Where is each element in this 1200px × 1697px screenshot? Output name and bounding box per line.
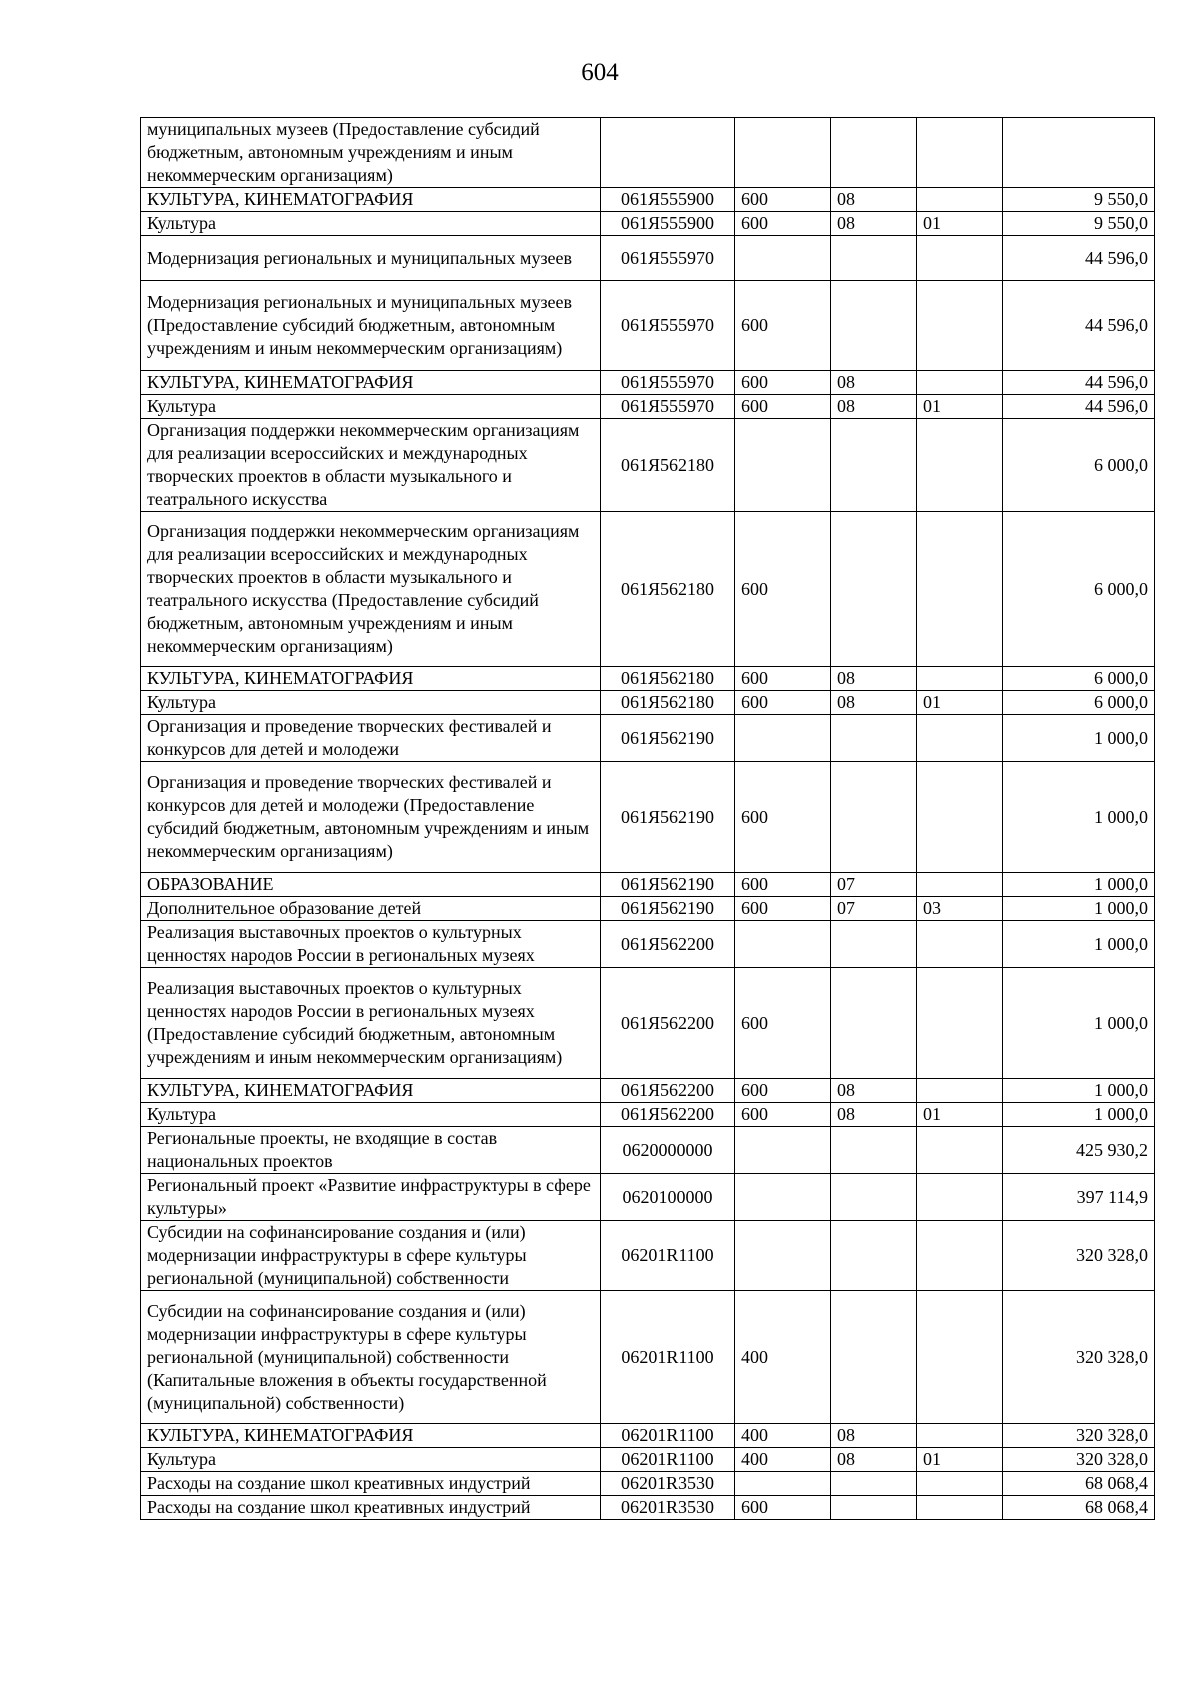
row-name-cell: КУЛЬТУРА, КИНЕМАТОГРАФИЯ bbox=[141, 371, 601, 395]
row-section-cell bbox=[831, 1174, 917, 1221]
row-name-cell: Модернизация региональных и муниципальных музеев (Предоставление субсидий бюджетным, автономным учреждениям и иным некоммерческим организациям) bbox=[141, 281, 601, 371]
row-subsection-cell: 03 bbox=[917, 897, 1003, 921]
row-amount-cell: 1 000,0 bbox=[1003, 1079, 1155, 1103]
row-name-cell: Культура bbox=[141, 1448, 601, 1472]
row-amount-cell bbox=[1003, 118, 1155, 188]
row-expense-type-cell bbox=[735, 1174, 831, 1221]
row-expense-type-cell: 600 bbox=[735, 371, 831, 395]
row-section-cell bbox=[831, 762, 917, 873]
table-row bbox=[141, 1291, 1155, 1424]
row-expense-type-cell: 400 bbox=[735, 1424, 831, 1448]
row-code-cell: 06201R1100 bbox=[601, 1221, 735, 1291]
row-name-cell: муниципальных музеев (Предоставление субсидий бюджетным, автономным учреждениям и иным некоммерческим организациям) bbox=[141, 118, 601, 188]
table-row bbox=[141, 1472, 1155, 1496]
row-subsection-cell bbox=[917, 921, 1003, 968]
row-amount-cell: 1 000,0 bbox=[1003, 968, 1155, 1079]
row-expense-type-cell: 600 bbox=[735, 968, 831, 1079]
row-code-cell: 061Я562190 bbox=[601, 715, 735, 762]
row-code-cell: 06201R1100 bbox=[601, 1424, 735, 1448]
row-name-cell: Культура bbox=[141, 691, 601, 715]
row-expense-type-cell: 600 bbox=[735, 873, 831, 897]
row-name-cell: Организация и проведение творческих фестивалей и конкурсов для детей и молодежи (Предоставление субсидий бюджетным, автономным учреждениям и иным некоммерческим организациям) bbox=[141, 762, 601, 873]
table-row bbox=[141, 691, 1155, 715]
row-amount-cell: 1 000,0 bbox=[1003, 715, 1155, 762]
table-row bbox=[141, 1127, 1155, 1174]
row-section-cell bbox=[831, 1472, 917, 1496]
row-amount-cell: 6 000,0 bbox=[1003, 512, 1155, 667]
row-section-cell: 08 bbox=[831, 667, 917, 691]
row-subsection-cell bbox=[917, 1496, 1003, 1520]
row-amount-cell: 68 068,4 bbox=[1003, 1472, 1155, 1496]
row-code-cell: 06201R3530 bbox=[601, 1472, 735, 1496]
row-code-cell: 061Я555970 bbox=[601, 281, 735, 371]
row-amount-cell: 44 596,0 bbox=[1003, 395, 1155, 419]
row-code-cell: 061Я562190 bbox=[601, 897, 735, 921]
row-amount-cell: 44 596,0 bbox=[1003, 236, 1155, 281]
row-subsection-cell bbox=[917, 512, 1003, 667]
row-section-cell bbox=[831, 968, 917, 1079]
row-section-cell: 08 bbox=[831, 395, 917, 419]
row-section-cell: 08 bbox=[831, 188, 917, 212]
row-expense-type-cell: 400 bbox=[735, 1448, 831, 1472]
row-subsection-cell bbox=[917, 419, 1003, 512]
row-expense-type-cell bbox=[735, 118, 831, 188]
row-subsection-cell bbox=[917, 873, 1003, 897]
row-amount-cell: 1 000,0 bbox=[1003, 897, 1155, 921]
row-subsection-cell: 01 bbox=[917, 1448, 1003, 1472]
row-section-cell bbox=[831, 1291, 917, 1424]
row-subsection-cell bbox=[917, 371, 1003, 395]
row-name-cell: КУЛЬТУРА, КИНЕМАТОГРАФИЯ bbox=[141, 667, 601, 691]
row-name-cell: Расходы на создание школ креативных индустрий bbox=[141, 1496, 601, 1520]
row-name-cell: КУЛЬТУРА, КИНЕМАТОГРАФИЯ bbox=[141, 1424, 601, 1448]
row-expense-type-cell: 600 bbox=[735, 897, 831, 921]
row-amount-cell: 1 000,0 bbox=[1003, 873, 1155, 897]
row-subsection-cell: 01 bbox=[917, 395, 1003, 419]
row-amount-cell: 1 000,0 bbox=[1003, 921, 1155, 968]
row-expense-type-cell: 600 bbox=[735, 667, 831, 691]
row-name-cell: Субсидии на софинансирование создания и (или) модернизации инфраструктуры в сфере культуры региональной (муниципальной) собственности bbox=[141, 1221, 601, 1291]
row-section-cell bbox=[831, 236, 917, 281]
row-expense-type-cell bbox=[735, 921, 831, 968]
table-row bbox=[141, 968, 1155, 1079]
row-section-cell bbox=[831, 419, 917, 512]
table-row bbox=[141, 1448, 1155, 1472]
row-section-cell bbox=[831, 1496, 917, 1520]
row-code-cell: 061Я562180 bbox=[601, 691, 735, 715]
row-name-cell: Региональные проекты, не входящие в состав национальных проектов bbox=[141, 1127, 601, 1174]
row-section-cell: 08 bbox=[831, 691, 917, 715]
row-amount-cell: 9 550,0 bbox=[1003, 188, 1155, 212]
budget-table-body bbox=[141, 118, 1155, 1520]
row-section-cell: 08 bbox=[831, 1424, 917, 1448]
row-subsection-cell: 01 bbox=[917, 1103, 1003, 1127]
row-code-cell: 061Я562200 bbox=[601, 1079, 735, 1103]
row-name-cell: Организация поддержки некоммерческим организациям для реализации всероссийских и международных творческих проектов в области музыкального и театрального искусства bbox=[141, 419, 601, 512]
row-name-cell: Организация и проведение творческих фестивалей и конкурсов для детей и молодежи bbox=[141, 715, 601, 762]
row-code-cell: 061Я562180 bbox=[601, 419, 735, 512]
row-name-cell: Модернизация региональных и муниципальных музеев bbox=[141, 236, 601, 281]
table-row bbox=[141, 236, 1155, 281]
row-section-cell: 07 bbox=[831, 897, 917, 921]
row-amount-cell: 44 596,0 bbox=[1003, 281, 1155, 371]
row-name-cell: КУЛЬТУРА, КИНЕМАТОГРАФИЯ bbox=[141, 188, 601, 212]
row-amount-cell: 320 328,0 bbox=[1003, 1424, 1155, 1448]
row-expense-type-cell bbox=[735, 1472, 831, 1496]
table-row bbox=[141, 512, 1155, 667]
page-number: 604 bbox=[581, 59, 619, 86]
row-expense-type-cell bbox=[735, 715, 831, 762]
row-code-cell: 061Я555970 bbox=[601, 395, 735, 419]
row-name-cell: Культура bbox=[141, 395, 601, 419]
row-code-cell: 0620000000 bbox=[601, 1127, 735, 1174]
table-row bbox=[141, 921, 1155, 968]
row-code-cell: 061Я555970 bbox=[601, 371, 735, 395]
row-code-cell: 061Я562200 bbox=[601, 968, 735, 1079]
row-section-cell: 08 bbox=[831, 212, 917, 236]
row-subsection-cell bbox=[917, 236, 1003, 281]
row-section-cell bbox=[831, 1221, 917, 1291]
table-row bbox=[141, 897, 1155, 921]
row-code-cell: 061Я555970 bbox=[601, 236, 735, 281]
row-code-cell: 061Я555900 bbox=[601, 188, 735, 212]
row-amount-cell: 320 328,0 bbox=[1003, 1221, 1155, 1291]
row-expense-type-cell: 600 bbox=[735, 188, 831, 212]
row-amount-cell: 320 328,0 bbox=[1003, 1291, 1155, 1424]
row-subsection-cell: 01 bbox=[917, 691, 1003, 715]
row-expense-type-cell: 600 bbox=[735, 1079, 831, 1103]
row-subsection-cell bbox=[917, 188, 1003, 212]
table-row bbox=[141, 667, 1155, 691]
row-name-cell: КУЛЬТУРА, КИНЕМАТОГРАФИЯ bbox=[141, 1079, 601, 1103]
row-subsection-cell bbox=[917, 281, 1003, 371]
row-code-cell bbox=[601, 118, 735, 188]
row-expense-type-cell: 600 bbox=[735, 512, 831, 667]
row-expense-type-cell bbox=[735, 236, 831, 281]
row-expense-type-cell: 600 bbox=[735, 212, 831, 236]
row-subsection-cell bbox=[917, 1174, 1003, 1221]
row-subsection-cell bbox=[917, 1127, 1003, 1174]
row-name-cell: Дополнительное образование детей bbox=[141, 897, 601, 921]
table-row bbox=[141, 188, 1155, 212]
row-section-cell: 08 bbox=[831, 1079, 917, 1103]
row-section-cell: 08 bbox=[831, 1448, 917, 1472]
table-row bbox=[141, 1174, 1155, 1221]
row-section-cell bbox=[831, 512, 917, 667]
row-name-cell: Культура bbox=[141, 212, 601, 236]
table-row bbox=[141, 395, 1155, 419]
row-section-cell: 08 bbox=[831, 371, 917, 395]
table-row bbox=[141, 281, 1155, 371]
row-expense-type-cell: 600 bbox=[735, 1103, 831, 1127]
row-name-cell: Реализация выставочных проектов о культурных ценностях народов России в региональных музеях bbox=[141, 921, 601, 968]
table-row bbox=[141, 212, 1155, 236]
row-code-cell: 061Я562200 bbox=[601, 921, 735, 968]
row-section-cell bbox=[831, 281, 917, 371]
row-code-cell: 061Я562200 bbox=[601, 1103, 735, 1127]
budget-table bbox=[140, 117, 1155, 1520]
row-expense-type-cell: 600 bbox=[735, 281, 831, 371]
table-row bbox=[141, 419, 1155, 512]
row-amount-cell: 1 000,0 bbox=[1003, 1103, 1155, 1127]
row-code-cell: 061Я555900 bbox=[601, 212, 735, 236]
row-amount-cell: 6 000,0 bbox=[1003, 667, 1155, 691]
row-name-cell: Организация поддержки некоммерческим организациям для реализации всероссийских и международных творческих проектов в области музыкального и театрального искусства (Предоставление субсидий бюджетным, автономным учреждениям и иным некоммерческим организациям) bbox=[141, 512, 601, 667]
row-amount-cell: 425 930,2 bbox=[1003, 1127, 1155, 1174]
table-row bbox=[141, 1079, 1155, 1103]
row-subsection-cell bbox=[917, 762, 1003, 873]
row-amount-cell: 44 596,0 bbox=[1003, 371, 1155, 395]
row-code-cell: 061Я562180 bbox=[601, 512, 735, 667]
row-amount-cell: 68 068,4 bbox=[1003, 1496, 1155, 1520]
row-expense-type-cell: 600 bbox=[735, 691, 831, 715]
row-code-cell: 0620100000 bbox=[601, 1174, 735, 1221]
row-subsection-cell bbox=[917, 667, 1003, 691]
row-section-cell bbox=[831, 715, 917, 762]
table-row bbox=[141, 118, 1155, 188]
row-code-cell: 06201R1100 bbox=[601, 1291, 735, 1424]
row-code-cell: 061Я562190 bbox=[601, 762, 735, 873]
row-name-cell: Расходы на создание школ креативных индустрий bbox=[141, 1472, 601, 1496]
row-subsection-cell bbox=[917, 1424, 1003, 1448]
row-amount-cell: 6 000,0 bbox=[1003, 419, 1155, 512]
table-row bbox=[141, 371, 1155, 395]
row-expense-type-cell bbox=[735, 1221, 831, 1291]
row-expense-type-cell: 600 bbox=[735, 1496, 831, 1520]
row-section-cell bbox=[831, 921, 917, 968]
row-amount-cell: 320 328,0 bbox=[1003, 1448, 1155, 1472]
row-amount-cell: 397 114,9 bbox=[1003, 1174, 1155, 1221]
row-expense-type-cell: 600 bbox=[735, 395, 831, 419]
row-subsection-cell bbox=[917, 968, 1003, 1079]
row-subsection-cell bbox=[917, 1291, 1003, 1424]
row-name-cell: Реализация выставочных проектов о культурных ценностях народов России в региональных музеях (Предоставление субсидий бюджетным, автономным учреждениям и иным некоммерческим организациям) bbox=[141, 968, 601, 1079]
table-row bbox=[141, 1496, 1155, 1520]
row-name-cell: Культура bbox=[141, 1103, 601, 1127]
row-name-cell: ОБРАЗОВАНИЕ bbox=[141, 873, 601, 897]
row-amount-cell: 9 550,0 bbox=[1003, 212, 1155, 236]
table-row bbox=[141, 1221, 1155, 1291]
row-section-cell bbox=[831, 118, 917, 188]
row-expense-type-cell bbox=[735, 1127, 831, 1174]
row-subsection-cell bbox=[917, 1221, 1003, 1291]
row-code-cell: 061Я562180 bbox=[601, 667, 735, 691]
row-code-cell: 061Я562190 bbox=[601, 873, 735, 897]
row-amount-cell: 6 000,0 bbox=[1003, 691, 1155, 715]
row-code-cell: 06201R1100 bbox=[601, 1448, 735, 1472]
row-name-cell: Региональный проект «Развитие инфраструктуры в сфере культуры» bbox=[141, 1174, 601, 1221]
row-expense-type-cell bbox=[735, 419, 831, 512]
row-amount-cell: 1 000,0 bbox=[1003, 762, 1155, 873]
row-section-cell: 08 bbox=[831, 1103, 917, 1127]
row-code-cell: 06201R3530 bbox=[601, 1496, 735, 1520]
row-subsection-cell bbox=[917, 118, 1003, 188]
row-name-cell: Субсидии на софинансирование создания и (или) модернизации инфраструктуры в сфере культуры региональной (муниципальной) собственности (Капитальные вложения в объекты государственной (муниципальной) собственности) bbox=[141, 1291, 601, 1424]
row-subsection-cell: 01 bbox=[917, 212, 1003, 236]
row-subsection-cell bbox=[917, 1472, 1003, 1496]
table-row bbox=[141, 873, 1155, 897]
table-row bbox=[141, 715, 1155, 762]
table-row bbox=[141, 1424, 1155, 1448]
row-expense-type-cell: 600 bbox=[735, 762, 831, 873]
row-subsection-cell bbox=[917, 715, 1003, 762]
row-section-cell: 07 bbox=[831, 873, 917, 897]
row-expense-type-cell: 400 bbox=[735, 1291, 831, 1424]
table-row bbox=[141, 762, 1155, 873]
row-subsection-cell bbox=[917, 1079, 1003, 1103]
table-row bbox=[141, 1103, 1155, 1127]
row-section-cell bbox=[831, 1127, 917, 1174]
